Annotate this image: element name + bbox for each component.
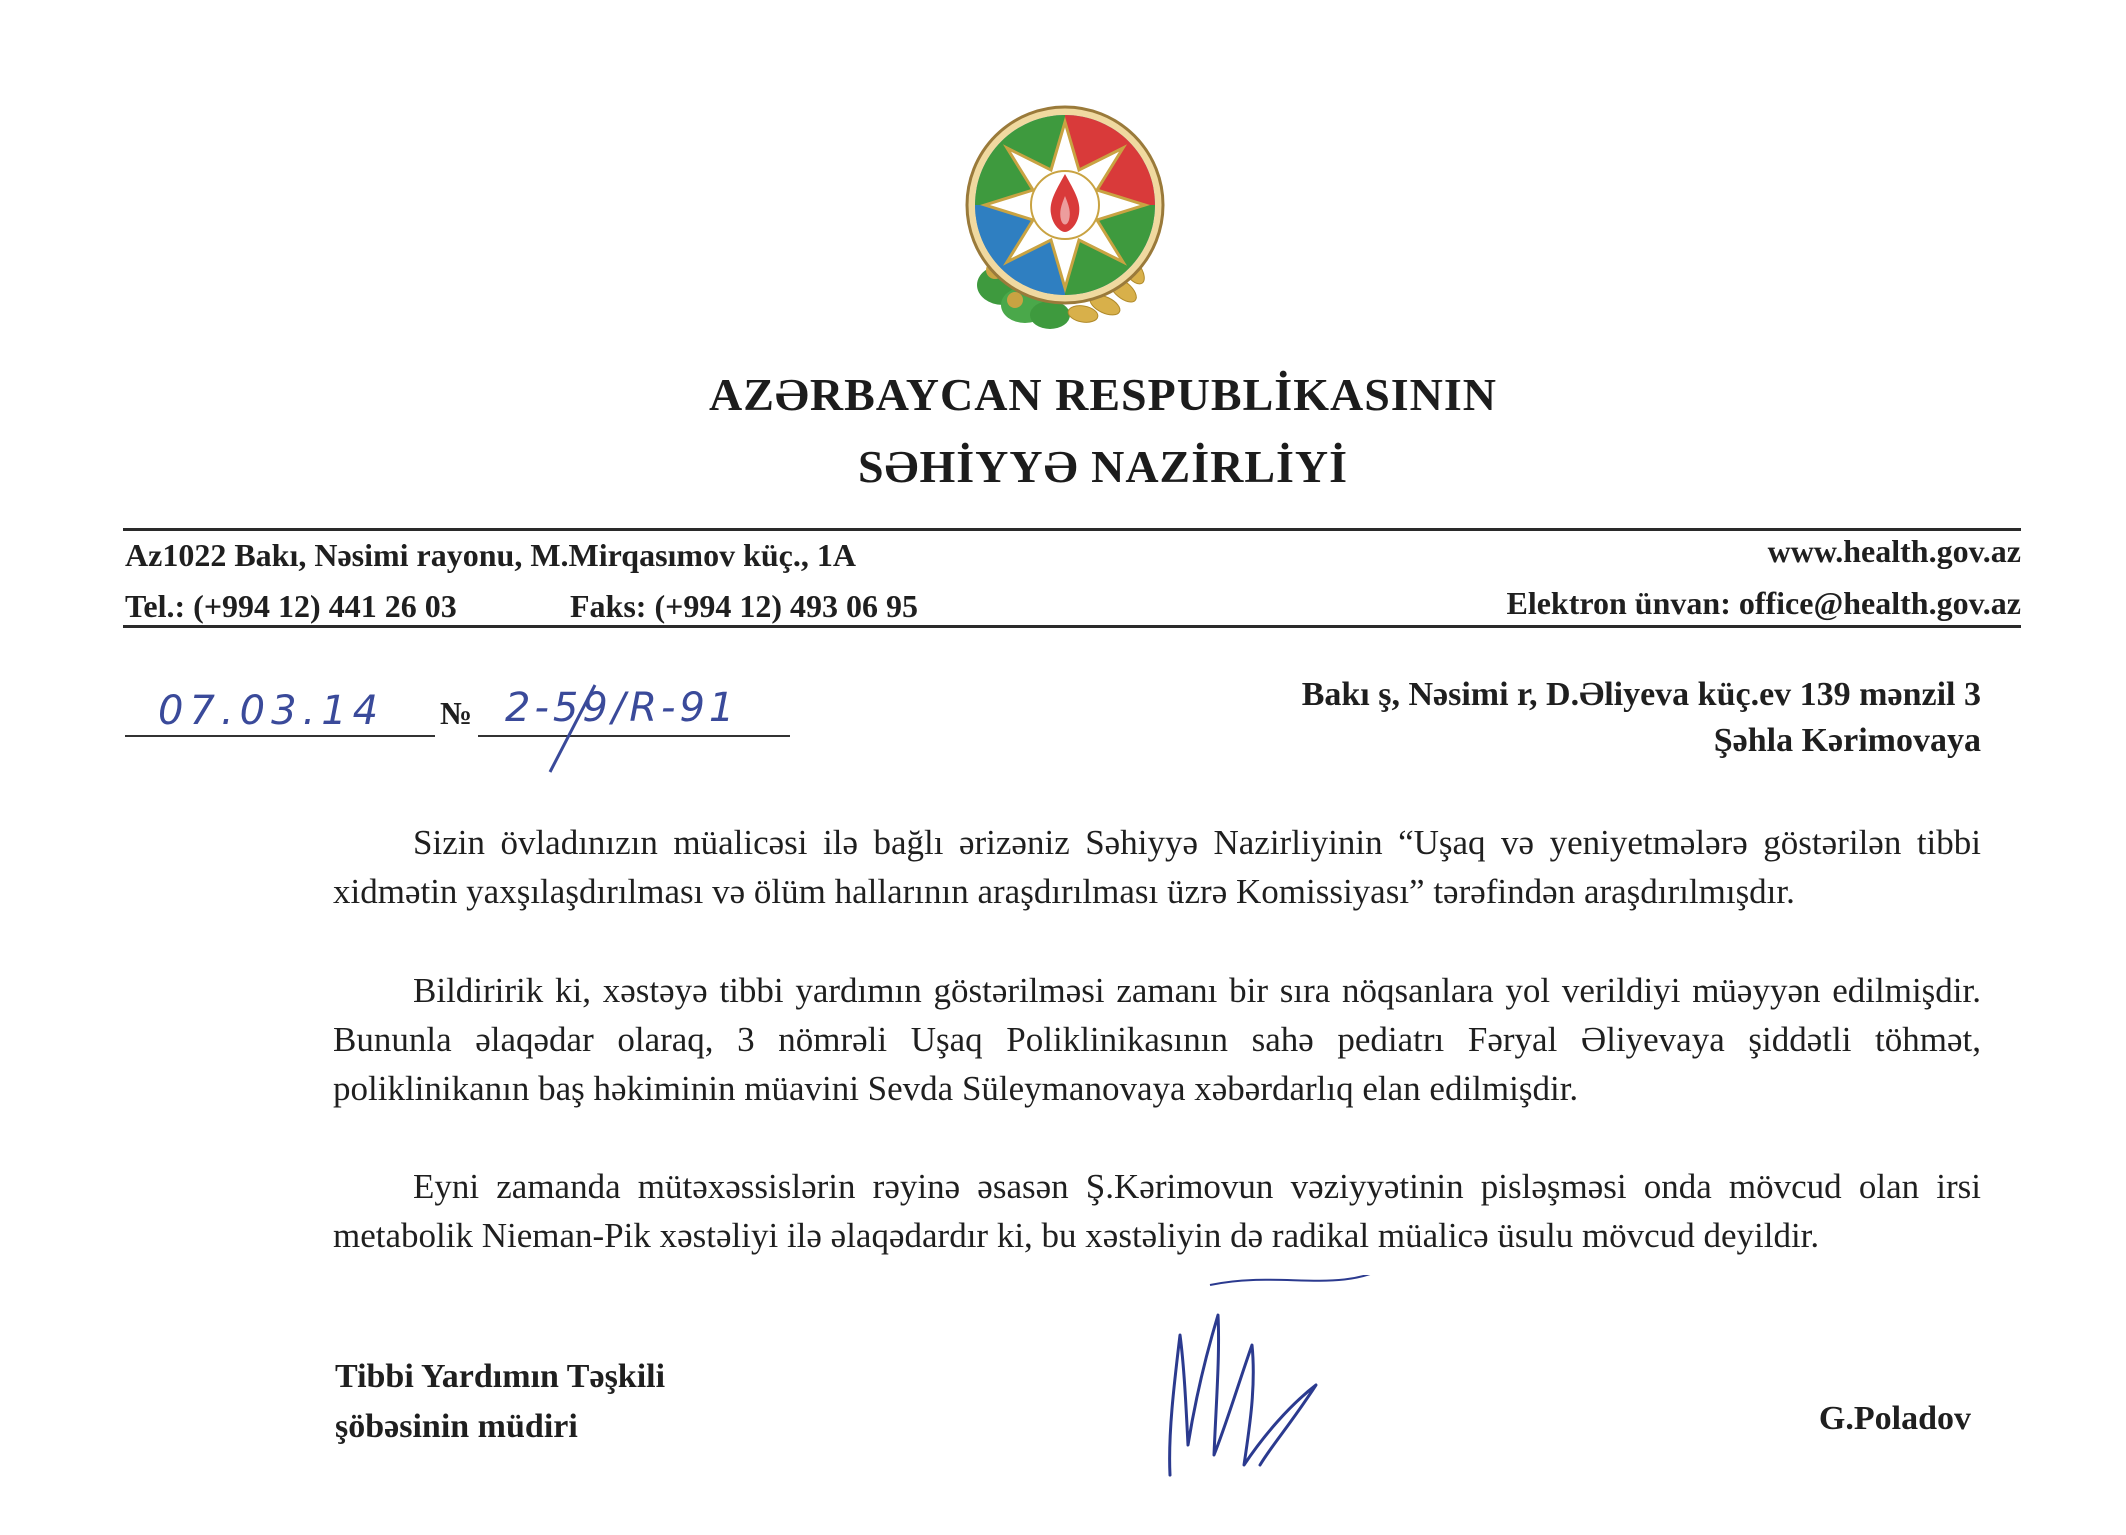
body-paragraph-3: Eyni zamanda mütəxəssislərin rəyinə əsasən Ş.Kərimovun vəziyyətinin pisləşməsi onda mövcud olan irsi metabolik Nieman-Pik xəstəliyi ilə əlaqədardır ki, bu xəstəliyin də radikal müalicə üsulu mövcud deyildir. bbox=[333, 1167, 1981, 1255]
body-paragraph-1: Sizin övladınızın müalicəsi ilə bağlı ərizəniz Səhiyyə Nazirliyinin “Uşaq və yeniyetmələrə göstərilən tibbi xidmətin yaxşılaşdırılması və ölüm hallarının araşdırılması üzrə Komissiyası” tərəfindən araşdırılmışdır. bbox=[333, 823, 1981, 911]
recipient-address: Bakı ş, Nəsimi r, D.Əliyeva küç.ev 139 mənzil 3 bbox=[1301, 676, 1981, 713]
ministry-title-line2: SƏHİYYƏ NAZİRLİYİ bbox=[857, 441, 1349, 492]
signatory-name: G.Poladov bbox=[1818, 1400, 1971, 1437]
coat-of-arms-emblem bbox=[955, 100, 1175, 340]
header-bottom-rule bbox=[123, 625, 2021, 628]
ministry-email: Elektron ünvan: office@health.gov.az bbox=[1506, 585, 2021, 621]
body-paragraph-2: Bildiririk ki, xəstəyə tibbi yardımın göstərilməsi zamanı bir sıra nöqsanlara yol verildiyi müəyyən edilmişdir. Bununla əlaqədar olaraq, 3 nömrəli Uşaq Poliklinikasının sahə pediatrı Fəryal Əliyevaya şiddətli töhmət, poliklinikanın baş həkiminin müavini Sevda Süleymanovaya xəbərdarlıq elan edilmişdir. bbox=[333, 971, 1981, 1108]
date-underline bbox=[125, 735, 435, 737]
ministry-telephone: Tel.: (+994 12) 441 26 03 bbox=[125, 588, 457, 624]
ministry-address: Az1022 Bakı, Nəsimi rayonu, M.Mirqasımov küç., 1A bbox=[125, 537, 856, 573]
signatory-title-line1: Tibbi Yardımın Təşkili bbox=[335, 1358, 666, 1395]
number-sign: № bbox=[440, 695, 473, 731]
handwritten-slash bbox=[540, 680, 600, 775]
signatory-title-line2: şöbəsinin müdiri bbox=[335, 1408, 578, 1445]
recipient-name: Şəhla Kərimovaya bbox=[1713, 722, 1981, 759]
ministry-title-line1: AZƏRBAYCAN RESPUBLİKASININ bbox=[708, 369, 1498, 420]
header-top-rule bbox=[123, 528, 2021, 531]
ministry-fax: Faks: (+994 12) 493 06 95 bbox=[570, 588, 918, 624]
ministry-website: www.health.gov.az bbox=[1767, 533, 2021, 569]
letter-date: 07.03.14 bbox=[158, 688, 385, 734]
number-underline bbox=[478, 735, 790, 737]
handwritten-signature bbox=[1140, 1275, 1400, 1485]
letter-number: 2-59/R-91 bbox=[505, 685, 739, 731]
